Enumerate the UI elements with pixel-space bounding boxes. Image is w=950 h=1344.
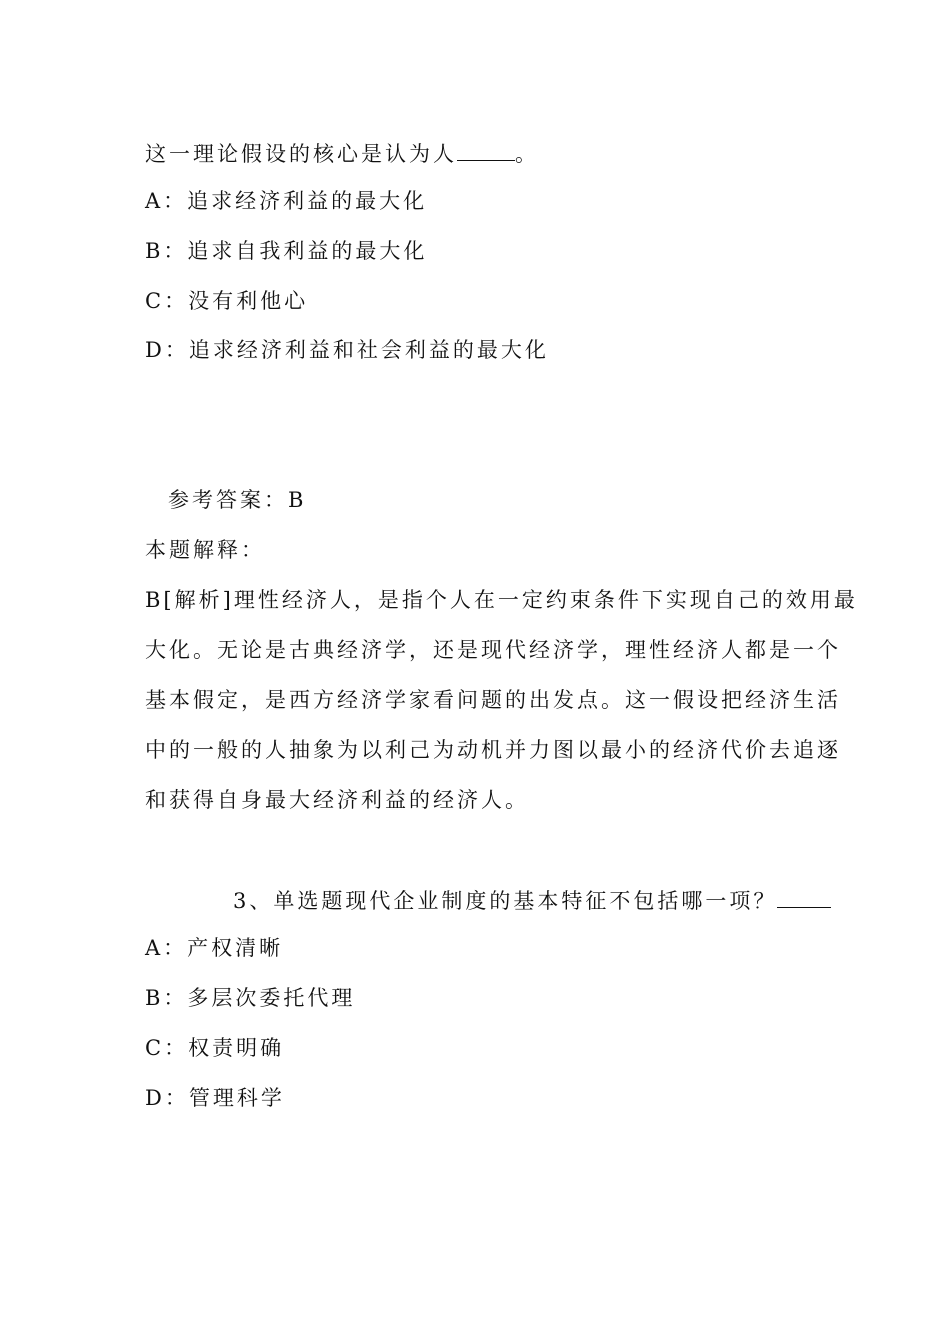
question-stem bbox=[233, 885, 831, 915]
option-a: A：追求经济利益的最大化 bbox=[145, 189, 428, 213]
option-c: C：没有利他心 bbox=[145, 289, 309, 313]
explanation-line: 基本假定，是西方经济学家看问题的出发点。这一假设把经济生活 bbox=[145, 688, 841, 712]
explanation-line: 中的一般的人抽象为以利己为动机并力图以最小的经济代价去追逐 bbox=[145, 738, 841, 762]
reference-answer: 参考答案：B bbox=[168, 488, 307, 512]
stem-text: 3、单选题现代企业制度的基本特征不包括哪一项？ bbox=[233, 889, 778, 913]
explanation-line: 大化。无论是古典经济学，还是现代经济学，理性经济人都是一个 bbox=[145, 638, 841, 662]
option-d: D：管理科学 bbox=[145, 1086, 285, 1110]
question-stem bbox=[145, 138, 539, 168]
answer-blank bbox=[457, 138, 515, 161]
answer-blank bbox=[777, 885, 831, 908]
explanation-line: B[解析]理性经济人，是指个人在一定约束条件下实现自己的效用最 bbox=[145, 588, 858, 612]
explanation-line: 和获得自身最大经济利益的经济人。 bbox=[145, 788, 529, 812]
option-c: C：权责明确 bbox=[145, 1036, 285, 1060]
option-b: B：追求自我利益的最大化 bbox=[145, 239, 428, 263]
stem-end: 。 bbox=[515, 142, 539, 166]
option-b: B：多层次委托代理 bbox=[145, 986, 356, 1010]
explanation-title: 本题解释： bbox=[145, 538, 265, 562]
option-d: D：追求经济利益和社会利益的最大化 bbox=[145, 338, 549, 362]
option-a: A：产权清晰 bbox=[145, 936, 284, 960]
stem-text: 这一理论假设的核心是认为人 bbox=[145, 142, 457, 166]
